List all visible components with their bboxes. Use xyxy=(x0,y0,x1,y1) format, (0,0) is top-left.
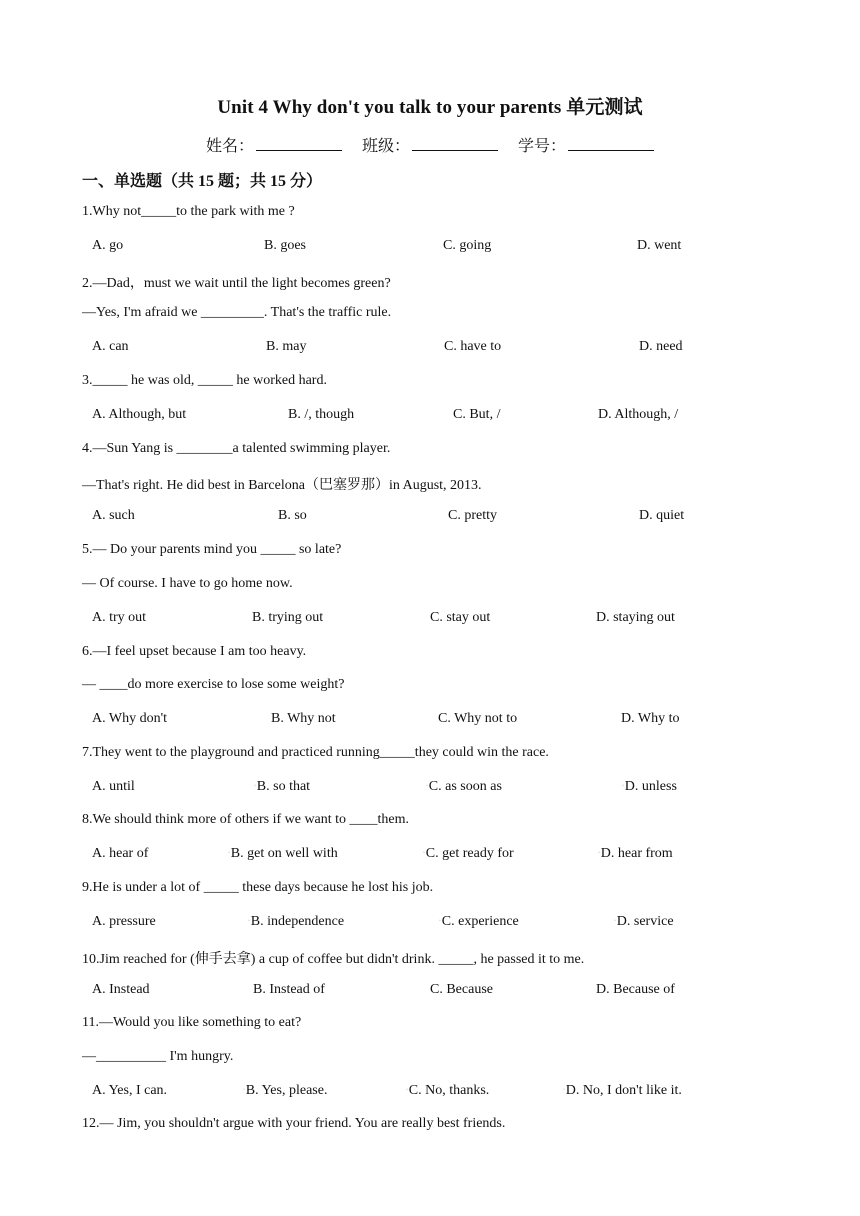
option-b[interactable] xyxy=(254,779,310,795)
question-5-response: — Of course. I have to go home now. xyxy=(82,576,293,591)
question-6-options xyxy=(82,711,722,731)
option-b[interactable] xyxy=(243,1083,327,1099)
name-field[interactable] xyxy=(206,133,342,156)
anchor-mark-icon: ▫ xyxy=(254,784,256,790)
question-6-stem: 6.—I feel upset because I am too heavy. xyxy=(82,644,307,659)
option-d-text: D. hear from xyxy=(600,846,673,861)
question-10-options xyxy=(82,982,722,1002)
question-11-stem: 11.—Would you like something to eat? xyxy=(82,1015,302,1030)
question-3-stem: 3._____ he was old, _____ he worked hard. xyxy=(82,373,327,388)
question-4-response: —That's right. He did best in Barcelona（巴塞罗那）in August, 2013. xyxy=(82,478,482,493)
option-a[interactable]: A. Although, but xyxy=(92,407,187,422)
option-c[interactable]: C. going xyxy=(443,238,492,253)
option-c[interactable]: C. have to xyxy=(444,339,502,354)
question-7-stem: 7.They went to the playground and practiced running_____they could win the race. xyxy=(82,745,549,760)
option-a[interactable]: A. until xyxy=(92,779,135,794)
question-11-options xyxy=(82,1083,722,1103)
question-5-options xyxy=(82,610,722,630)
question-8-stem: 8.We should think more of others if we want to ____them. xyxy=(82,812,410,827)
anchor-mark-icon: ▫ xyxy=(228,851,230,857)
question-8-options xyxy=(82,846,722,866)
option-a[interactable]: A. hear of xyxy=(92,846,149,861)
option-d[interactable] xyxy=(614,914,674,930)
option-c[interactable]: C. Why not to xyxy=(438,711,518,726)
question-4-options xyxy=(82,508,722,528)
name-label: 姓名： xyxy=(205,138,254,155)
option-b-text: B. get on well with xyxy=(230,846,338,861)
student-id-field[interactable] xyxy=(518,133,654,156)
anchor-mark-icon: ▫ xyxy=(563,1088,565,1094)
class-label: 班级： xyxy=(361,138,410,155)
option-c[interactable] xyxy=(439,914,519,930)
option-b-text: B. so that xyxy=(256,779,311,794)
option-b[interactable]: B. Why not xyxy=(271,711,336,726)
option-a[interactable]: A. Instead xyxy=(92,982,150,997)
option-d-text: D. unless xyxy=(624,779,677,794)
option-b[interactable]: B. so xyxy=(278,508,307,523)
option-d[interactable]: D. quiet xyxy=(639,508,685,523)
anchor-mark-icon: ▫ xyxy=(248,919,250,925)
option-b[interactable]: B. trying out xyxy=(252,610,324,625)
option-d-text: D. service xyxy=(616,914,674,929)
section-heading: 一、单选题（共 15 题；共 15 分） xyxy=(82,173,323,190)
question-9-stem: 9.He is under a lot of _____ these days because he lost his job. xyxy=(82,880,434,895)
option-a[interactable]: A. go xyxy=(92,238,124,253)
option-b[interactable]: B. may xyxy=(266,339,307,354)
option-c[interactable] xyxy=(426,779,502,795)
option-a[interactable]: A. such xyxy=(92,508,135,523)
option-d[interactable] xyxy=(622,779,677,795)
question-2-stem: 2.—Dad，must we wait until the light becomes green? xyxy=(82,276,391,291)
option-b[interactable]: B. goes xyxy=(264,238,306,253)
option-d-text: D. No, I don't like it. xyxy=(565,1083,682,1098)
question-6-response: — ____do more exercise to lose some weight? xyxy=(82,677,345,692)
question-2-response: —Yes, I'm afraid we _________. That's the traffic rule. xyxy=(82,305,392,320)
option-b-text: B. Yes, please. xyxy=(245,1083,328,1098)
anchor-mark-icon: ▫ xyxy=(622,784,624,790)
name-blank[interactable] xyxy=(256,136,342,151)
question-2-options xyxy=(82,339,722,359)
question-7-options xyxy=(82,779,722,799)
option-c-text: C. experience xyxy=(441,914,519,929)
id-blank[interactable] xyxy=(568,136,654,151)
anchor-mark-icon: ▫ xyxy=(423,851,425,857)
option-d[interactable]: D. Because of xyxy=(596,982,675,997)
question-10-stem: 10.Jim reached for (伸手去拿) a cup of coffee but didn't drink. _____, he passed it to me. xyxy=(82,952,585,967)
page-title: Unit 4 Why don't you talk to your parents 单元测试 xyxy=(217,97,643,118)
option-b-text: B. independence xyxy=(250,914,345,929)
anchor-mark-icon: ▫ xyxy=(406,1088,408,1094)
anchor-mark-icon: ▫ xyxy=(426,784,428,790)
option-c-text: C. as soon as xyxy=(428,779,502,794)
option-c[interactable] xyxy=(406,1083,489,1099)
option-a[interactable]: A. Why don't xyxy=(92,711,167,726)
anchor-mark-icon: ▫ xyxy=(598,851,600,857)
id-label: 学号： xyxy=(518,138,567,155)
option-d[interactable]: D. need xyxy=(639,339,683,354)
question-9-options xyxy=(82,914,722,934)
option-a[interactable]: A. try out xyxy=(92,610,147,625)
anchor-mark-icon: ▫ xyxy=(614,919,616,925)
question-12-stem: 12.— Jim, you shouldn't argue with your friend. You are really best friends. xyxy=(82,1116,506,1131)
question-1-stem: 1.Why not_____to the park with me ? xyxy=(82,204,295,219)
anchor-mark-icon: ▫ xyxy=(439,919,441,925)
class-blank[interactable] xyxy=(412,136,498,151)
option-b[interactable]: B. Instead of xyxy=(253,982,325,997)
option-b[interactable] xyxy=(248,914,344,930)
option-b[interactable] xyxy=(228,846,338,862)
class-field[interactable] xyxy=(362,133,498,156)
option-b[interactable]: B. /, though xyxy=(288,407,355,422)
option-d[interactable]: D. Why to xyxy=(621,711,680,726)
anchor-mark-icon: ▫ xyxy=(243,1088,245,1094)
option-d[interactable] xyxy=(598,846,673,862)
option-c[interactable]: C. But, / xyxy=(453,407,501,422)
option-a[interactable]: A. Yes, I can. xyxy=(92,1083,168,1098)
option-c[interactable]: C. pretty xyxy=(448,508,497,523)
option-d[interactable]: D. went xyxy=(637,238,682,253)
question-4-stem: 4.—Sun Yang is ________a talented swimming player. xyxy=(82,441,391,456)
option-a[interactable]: A. pressure xyxy=(92,914,156,929)
option-c[interactable]: C. Because xyxy=(430,982,493,997)
option-c-text: C. get ready for xyxy=(425,846,514,861)
question-3-options xyxy=(82,407,722,427)
option-d[interactable]: D. staying out xyxy=(596,610,675,625)
question-11-response: —__________ I'm hungry. xyxy=(82,1049,234,1064)
option-c[interactable]: C. stay out xyxy=(430,610,491,625)
option-c[interactable] xyxy=(423,846,514,862)
question-1-options xyxy=(82,238,722,258)
option-d[interactable]: D. Although, / xyxy=(598,407,679,422)
option-c-text: C. No, thanks. xyxy=(408,1083,490,1098)
option-a[interactable]: A. can xyxy=(92,339,129,354)
option-d[interactable] xyxy=(563,1083,682,1099)
question-5-stem: 5.— Do your parents mind you _____ so late? xyxy=(82,542,342,557)
student-info-row xyxy=(0,133,860,156)
